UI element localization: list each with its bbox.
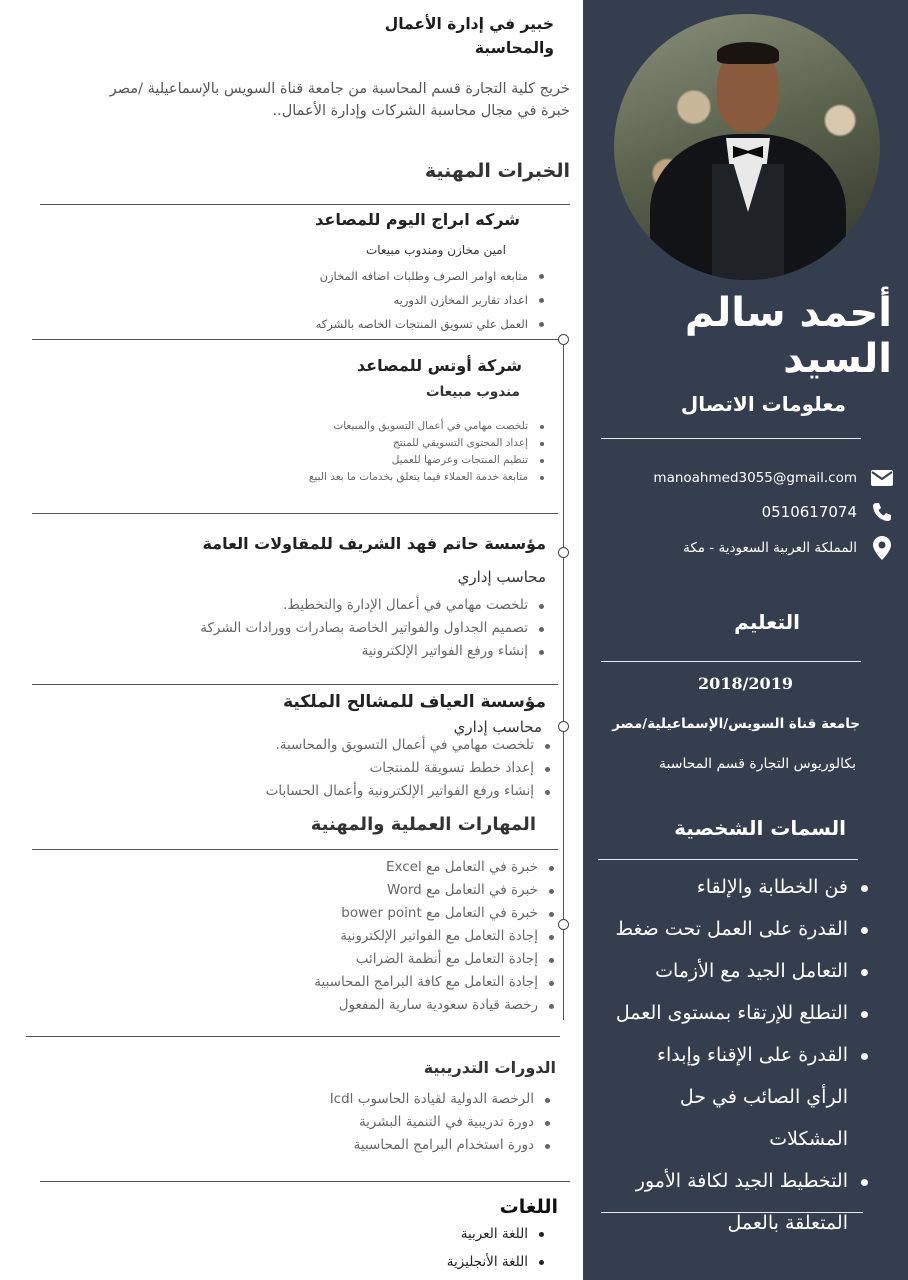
job-bullet: اعداد تقارير المخازن الدوريه: [246, 288, 546, 312]
summary: [90, 78, 570, 122]
summary-line-1: خريج كلية التجارة قسم المحاسبة من جامعة قناة السويس بالإسماعيلية /مصر: [109, 81, 570, 97]
skill-item: إجادة التعامل مع أنظمة الضرائب: [256, 948, 556, 971]
photo-hair: [717, 42, 779, 64]
job-bullet: متابعة خدمة العملاء فيما يتعلق بخدمات ما بعد البيع: [246, 469, 546, 486]
traits-list: [610, 866, 870, 1244]
summary-line-2: خبرة في مجال محاسبة الشركات وإدارة الأعمال..: [272, 103, 570, 119]
headline: [354, 12, 554, 60]
job-role: محاسب إداري: [457, 568, 546, 586]
skills-divider: [32, 849, 558, 850]
contact-phone-row[interactable]: [603, 499, 893, 525]
job-bullet: تلخصت مهامي في أعمال الإدارة والتخطيط.: [166, 594, 546, 617]
skill-item: خبرة في التعامل مع Word: [256, 879, 556, 902]
traits-title: السمات الشخصية: [674, 816, 846, 840]
courses-list: [252, 1088, 552, 1157]
trait-item: فن الخطابة والإلقاء: [610, 866, 870, 908]
timeline-node: [558, 547, 569, 558]
job-role: امين مخازن ومندوب مبيعات: [365, 243, 506, 257]
job-bullet: العمل علي تسويق المنتجات الخاصه بالشركه: [246, 312, 546, 336]
job-bullets: [166, 594, 546, 663]
trait-item: التخطيط الجيد لكافة الأمور المتعلقة بالعمل: [610, 1160, 870, 1244]
contact-location-row: [603, 535, 893, 561]
contact-divider: [601, 438, 861, 439]
job-bullet: تصميم الجداول والفواتير الخاصة بصادرات وورادات الشركة: [166, 617, 546, 640]
job-divider: [32, 339, 558, 340]
envelope-icon: [871, 467, 893, 489]
job-bullet: تلخصت مهامي في أعمال التسويق والمبيعات: [246, 418, 546, 435]
headline-line-1: خبير في إدارة الأعمال: [384, 15, 554, 33]
education-divider: [601, 661, 861, 662]
contact-title: معلومات الاتصال: [680, 392, 846, 416]
experience-divider: [40, 204, 570, 205]
profile-photo: [614, 14, 880, 280]
timeline-node: [558, 334, 569, 345]
education-university: جامعة قناة السويس/الإسماعيلية/مصر: [612, 716, 860, 732]
timeline-line: [563, 338, 564, 1020]
education-title: التعليم: [734, 610, 800, 634]
experience-title: الخبرات المهنية: [424, 160, 570, 182]
course-item: دورة تدريبية في التنمية البشرية: [252, 1111, 552, 1134]
job-divider: [32, 684, 558, 685]
courses-divider: [40, 1181, 570, 1182]
language-item: اللغة العربية: [346, 1220, 546, 1248]
skill-item: خبرة في التعامل مع Excel: [256, 856, 556, 879]
course-item: الرخصة الدولية لقيادة الحاسوب Icdl: [252, 1088, 552, 1111]
trait-item: التعامل الجيد مع الأزمات: [610, 950, 870, 992]
job-company: مؤسسة العياف للمشالح الملكية: [283, 692, 546, 712]
job-bullet: إنشاء ورفع الفواتير الإلكترونية: [166, 640, 546, 663]
skill-item: إجادة التعامل مع الفواتير الإلكترونية: [256, 925, 556, 948]
trait-item: القدرة على الإقناء وإبداء الرأي الصائب في حل المشكلات: [610, 1034, 870, 1160]
job-role: مندوب مبيعات: [426, 384, 520, 400]
job-company: شركة أوتس للمصاعد: [356, 356, 522, 375]
contact-phone[interactable]: 0510617074: [761, 503, 857, 521]
job-bullets: [252, 734, 552, 803]
courses-title: الدورات التدريبية: [423, 1058, 556, 1077]
skill-item: رخصة قيادة سعودية سارية المفعول: [256, 994, 556, 1017]
skills-title: المهارات العملية والمهنية: [310, 814, 536, 835]
job-bullet: إعداد خطط تسويقة للمنتجات: [252, 757, 552, 780]
contact-location: المملكة العربية السعودية - مكة: [683, 540, 857, 556]
skill-item: خبرة في التعامل مع bower point: [256, 902, 556, 925]
timeline-node: [558, 919, 569, 930]
job-divider: [32, 513, 558, 514]
education-degree: بكالوريوس التجارة قسم المحاسبة: [658, 756, 856, 772]
languages-title: اللغات: [499, 1196, 558, 1218]
course-item: دورة استخدام البرامج المحاسبية: [252, 1134, 552, 1157]
job-bullet: تنظيم المنتجات وعرضها للعميل: [246, 452, 546, 469]
traits-divider: [598, 859, 858, 860]
job-company: شركه ابراج اليوم للمصاعد: [315, 210, 520, 229]
skills-list: [256, 856, 556, 1017]
contact-email[interactable]: manoahmed3055@gmail.com: [653, 470, 857, 486]
job-bullets: [246, 264, 546, 336]
languages-list: [346, 1220, 546, 1276]
job-bullet: تلخصت مهامي في أعمال التسويق والمحاسبة.: [252, 734, 552, 757]
job-role: محاسب إداري: [453, 718, 542, 736]
job-company: مؤسسة حاتم فهد الشريف للمقاولات العامة: [202, 534, 546, 553]
trait-item: القدرة على العمل تحت ضغط: [610, 908, 870, 950]
job-bullets: [246, 418, 546, 486]
headline-line-2: والمحاسبة: [474, 39, 554, 57]
language-item: اللغة الأنجليزية: [346, 1248, 546, 1276]
trait-item: التطلع للإرتقاء بمستوى العمل: [610, 992, 870, 1034]
contact-email-row[interactable]: [603, 465, 893, 491]
skill-item: إجادة التعامل مع كافة البرامج المحاسبية: [256, 971, 556, 994]
phone-icon: [871, 501, 893, 523]
sidebar: [583, 0, 908, 1280]
timeline-node: [558, 721, 569, 732]
job-bullet: متابعه اوامر الصرف وطلبات اضافه المخازن: [246, 264, 546, 288]
person-name: أحمد سالم السيد: [684, 290, 892, 382]
traits-bottom-divider: [601, 1212, 863, 1213]
job-bullet: إعداد المحتوى التسويقي للمنتج: [246, 435, 546, 452]
map-pin-icon: [871, 537, 893, 559]
education-years: 2018/2019: [698, 674, 793, 693]
job-bullet: إنشاء ورفع الفواتير الإلكترونية وأعمال الحسابات: [252, 780, 552, 803]
skills-bottom-divider: [26, 1036, 560, 1037]
